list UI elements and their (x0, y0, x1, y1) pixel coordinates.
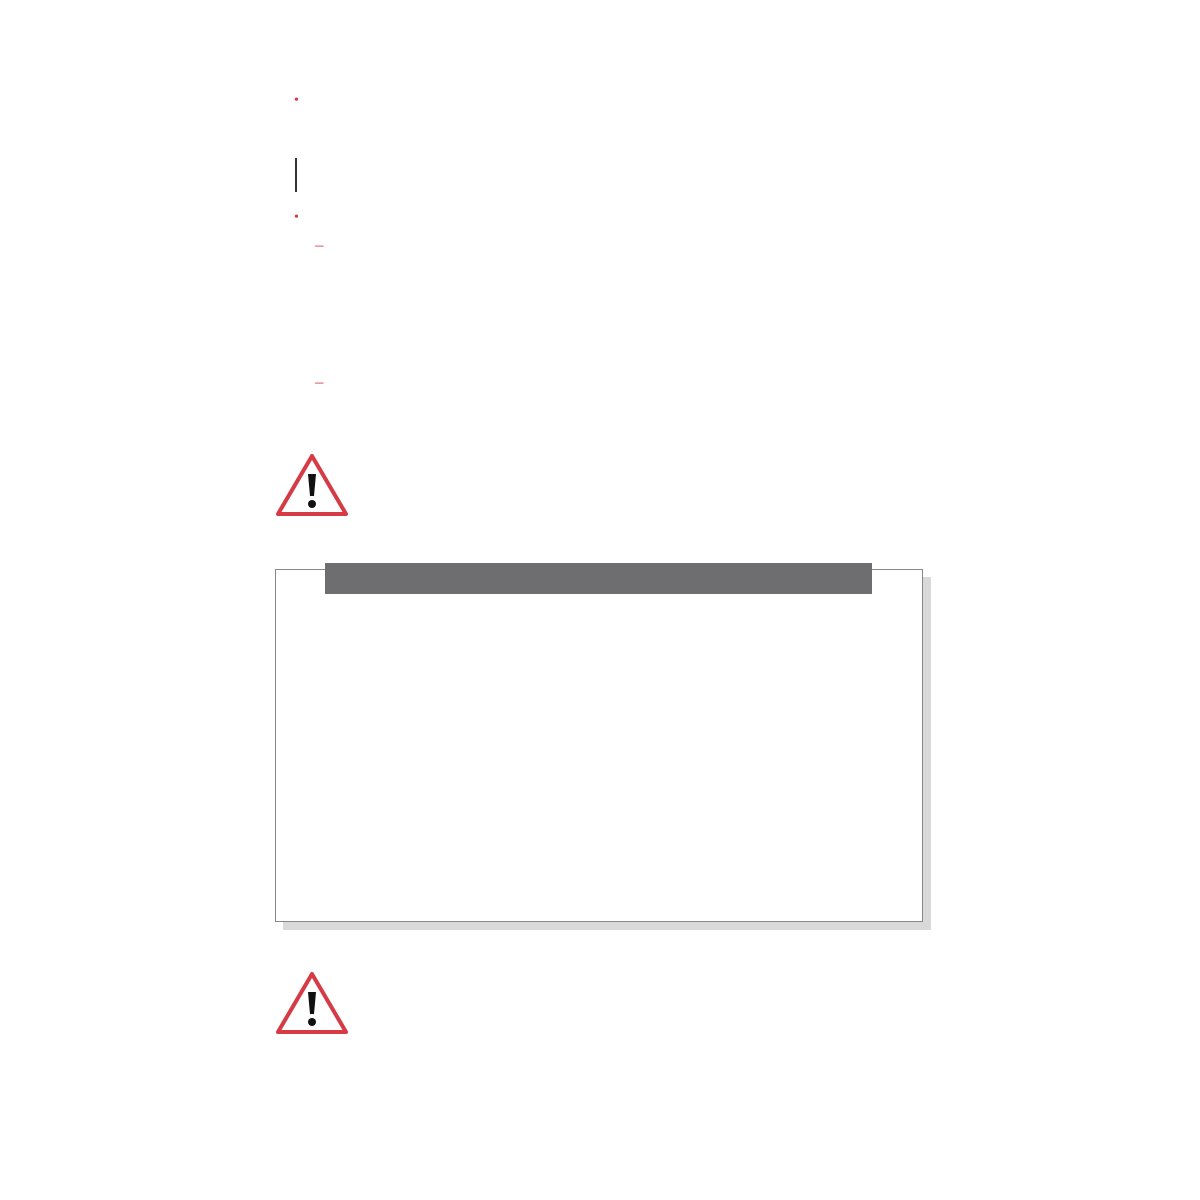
important-callout-1 (275, 452, 355, 524)
attendus-box (275, 569, 923, 922)
dossier-inscription-item (315, 234, 925, 256)
bullet-dot: • (294, 93, 299, 108)
item1-line-1: – (315, 235, 324, 254)
section-divider (295, 158, 297, 192)
warning-triangle-icon (275, 452, 349, 518)
bullet-dot: • (294, 210, 299, 225)
warning-triangle-icon (275, 970, 349, 1036)
important-callout-2 (275, 970, 355, 1042)
attendus-box-header (325, 563, 872, 594)
dossier-medical-item (315, 371, 925, 393)
item2-line-1: – (315, 372, 324, 391)
